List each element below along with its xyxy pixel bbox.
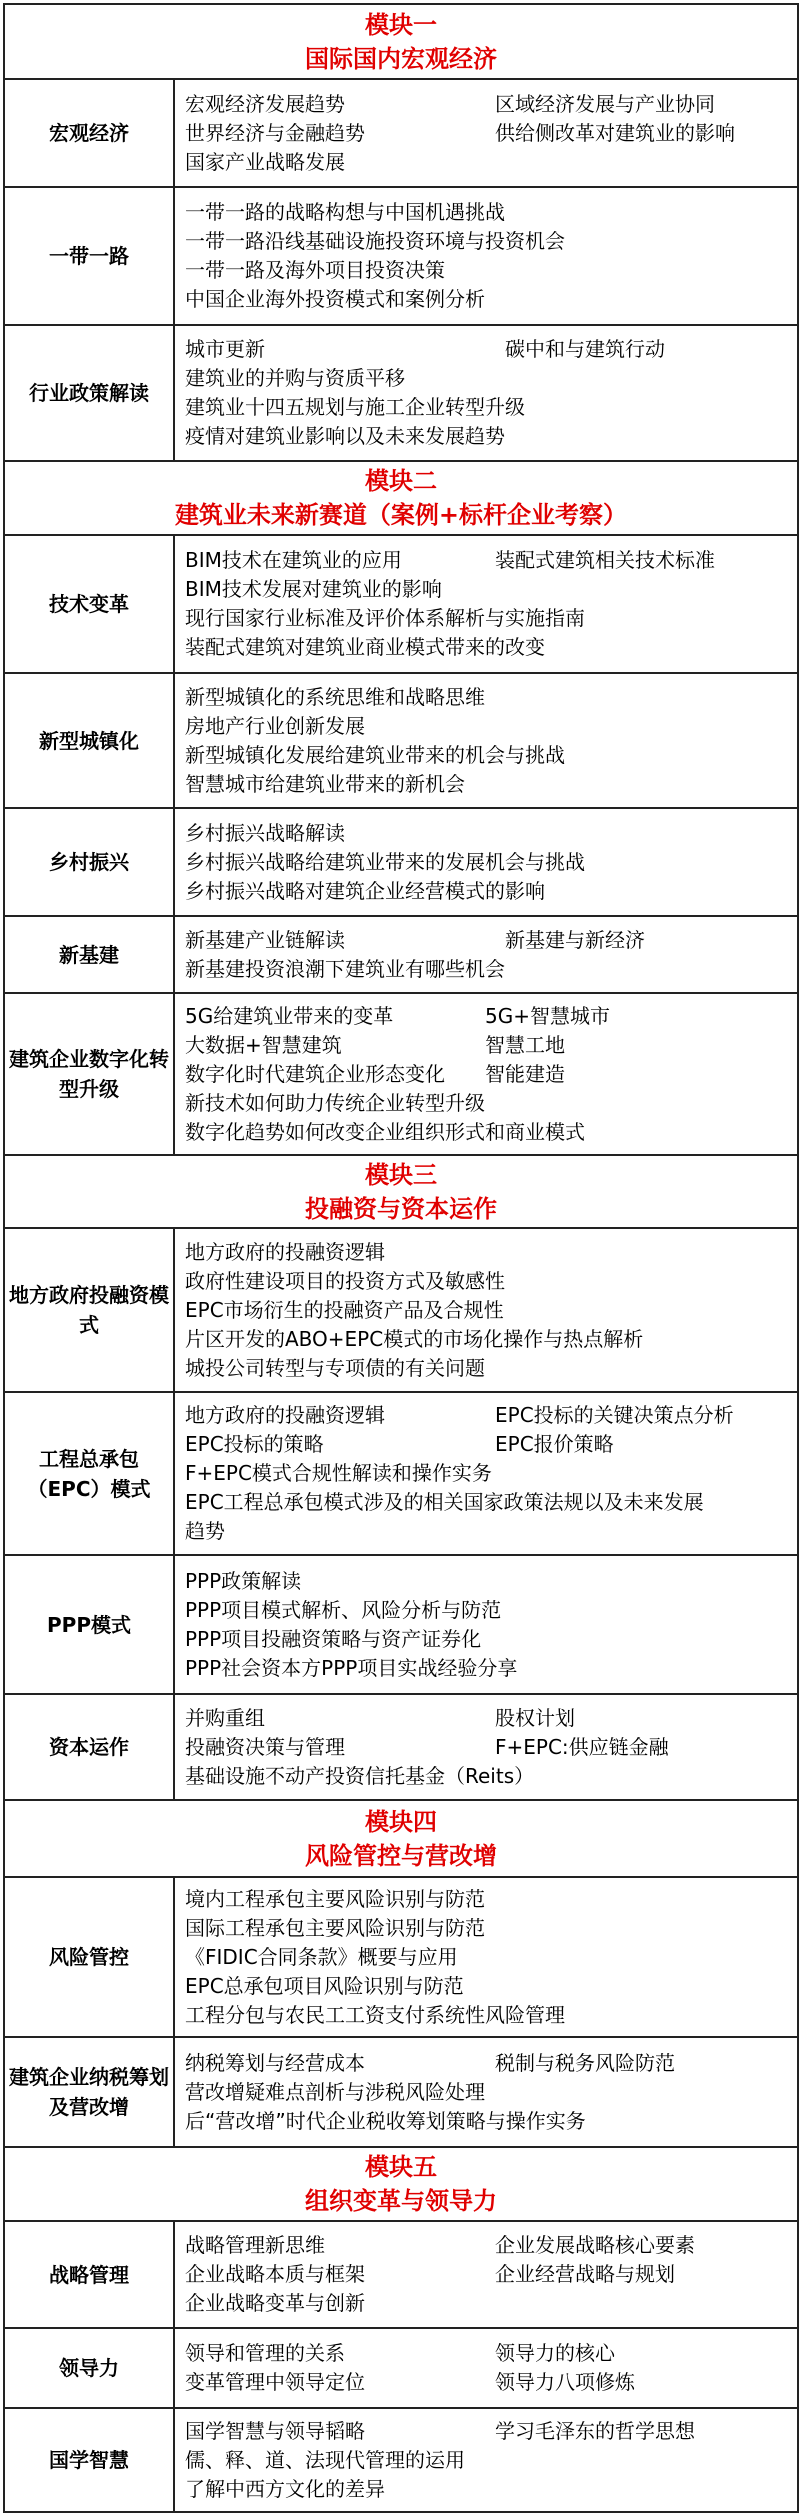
row-epc	[4, 1392, 798, 1555]
topic-item: EPC工程总承包模式涉及的相关国家政策法规以及未来发展	[185, 1490, 704, 1514]
module-title: 投融资与资本运作	[305, 1194, 497, 1223]
module-title: 建筑业未来新赛道（案例+标杆企业考察）	[174, 501, 628, 529]
topic-item: 乡村振兴战略解读	[185, 820, 345, 845]
topic-item: 股权计划	[495, 1705, 575, 1730]
row-digital	[4, 993, 798, 1155]
category-label: 新型城镇化	[4, 673, 174, 808]
module-header-5	[4, 2147, 798, 2221]
topic-item: 国家产业战略发展	[185, 149, 345, 174]
topic-item: 新型城镇化的系统思维和战略思维	[185, 684, 485, 709]
module-title-cell	[4, 1800, 798, 1877]
topic-item: 新基建产业链解读	[185, 927, 345, 952]
category-label: 建筑企业数字化转型升级	[4, 993, 174, 1155]
module-title: 风险管控与营改增	[305, 1841, 497, 1870]
category-label: 建筑企业纳税筹划及营改增	[4, 2037, 174, 2147]
topic-list	[174, 1877, 798, 2037]
row-policy	[4, 325, 798, 461]
topic-item: 大数据+智慧建筑	[185, 1032, 342, 1057]
topic-list	[174, 325, 798, 461]
topic-item: 地方政府的投融资逻辑	[185, 1239, 385, 1264]
module-title-cell	[4, 461, 798, 535]
topic-item: 基础设施不动产投资信托基金（Reits）	[185, 1763, 535, 1788]
row-leader	[4, 2328, 798, 2408]
topic-item: EPC报价策略	[495, 1432, 614, 1456]
module-title-cell	[4, 1155, 798, 1228]
topic-item: 营改增疑难点剖析与涉税风险处理	[185, 2079, 485, 2104]
category-label: PPP模式	[4, 1555, 174, 1694]
topic-item: 并购重组	[185, 1705, 265, 1730]
topic-list	[174, 2037, 798, 2147]
topic-item: 智慧城市给建筑业带来的新机会	[185, 771, 465, 796]
module-header-2	[4, 461, 798, 535]
row-tech	[4, 535, 798, 673]
row-risk	[4, 1877, 798, 2037]
topic-item: 供给侧改革对建筑业的影响	[495, 120, 735, 145]
topic-item: 5G给建筑业带来的变革	[185, 1003, 394, 1028]
category-label: 工程总承包（EPC）模式	[4, 1392, 174, 1555]
topic-item: 房地产行业创新发展	[185, 713, 365, 738]
topic-item: 学习毛泽东的哲学思想	[495, 2418, 695, 2443]
row-tax	[4, 2037, 798, 2147]
module-label: 模块五	[365, 2153, 437, 2181]
topic-item: 后“营改增”时代企业税收筹划策略与操作实务	[185, 2108, 586, 2133]
topic-item: 国学智慧与领导韬略	[185, 2418, 365, 2443]
row-rural	[4, 808, 798, 916]
topic-item: 数字化趋势如何改变企业组织形式和商业模式	[185, 1119, 585, 1144]
row-strategy	[4, 2221, 798, 2328]
topic-item: 装配式建筑对建筑业商业模式带来的改变	[185, 635, 545, 659]
topic-item: 世界经济与金融趋势	[185, 120, 365, 145]
curriculum-table	[3, 3, 799, 2513]
topic-item: 新基建投资浪潮下建筑业有哪些机会	[185, 956, 505, 981]
category-label: 战略管理	[4, 2221, 174, 2328]
topic-item: PPP项目模式解析、风险分析与防范	[185, 1597, 502, 1622]
topic-item: 企业经营战略与规划	[495, 2262, 675, 2286]
topic-item: 一带一路及海外项目投资决策	[185, 258, 445, 282]
topic-item: 国际工程承包主要风险识别与防范	[185, 1915, 485, 1940]
topic-item: 装配式建筑相关技术标准	[495, 548, 715, 572]
row-ppp	[4, 1555, 798, 1694]
topic-item: 企业战略变革与创新	[185, 2291, 365, 2315]
topic-item: 儒、释、道、法现代管理的运用	[185, 2447, 465, 2472]
topic-list	[174, 673, 798, 808]
topic-item: 宏观经济发展趋势	[185, 91, 345, 116]
row-beltroad	[4, 187, 798, 325]
topic-list	[174, 2408, 798, 2512]
topic-item: 智能建造	[485, 1061, 565, 1086]
module-label: 模块二	[365, 467, 437, 495]
topic-item: 政府性建设项目的投资方式及敏感性	[185, 1268, 505, 1293]
topic-item: 中国企业海外投资模式和案例分析	[185, 287, 485, 311]
topic-item: 一带一路的战略构想与中国机遇挑战	[185, 200, 505, 224]
topic-item: 地方政府的投融资逻辑	[185, 1403, 385, 1427]
topic-item: 企业发展战略核心要素	[495, 2233, 695, 2257]
topic-item: 趋势	[185, 1519, 225, 1543]
topic-item: 领导和管理的关系	[185, 2341, 345, 2365]
module-title-cell	[4, 2147, 798, 2221]
topic-item: EPC总承包项目风险识别与防范	[185, 1973, 464, 1998]
topic-list	[174, 808, 798, 916]
category-label: 一带一路	[4, 187, 174, 325]
topic-item: 智慧工地	[485, 1032, 565, 1057]
row-urban	[4, 673, 798, 808]
topic-item: 现行国家行业标准及评价体系解析与实施指南	[185, 606, 585, 630]
row-capital	[4, 1694, 798, 1800]
topic-list	[174, 187, 798, 325]
topic-item: 新型城镇化发展给建筑业带来的机会与挑战	[185, 742, 565, 767]
topic-item: 建筑业十四五规划与施工企业转型升级	[185, 395, 525, 419]
module-title: 国际国内宏观经济	[305, 44, 497, 73]
module-label: 模块一	[365, 10, 437, 39]
topic-item: 企业战略本质与框架	[185, 2262, 365, 2286]
topic-item: 建筑业的并购与资质平移	[185, 366, 405, 390]
topic-item: 工程分包与农民工工资支付系统性风险管理	[185, 2002, 565, 2027]
topic-list	[174, 1228, 798, 1392]
topic-list	[174, 535, 798, 673]
topic-list	[174, 993, 798, 1155]
topic-item: 区域经济发展与产业协同	[495, 91, 715, 116]
topic-list	[174, 2221, 798, 2328]
topic-item: 领导力八项修炼	[495, 2370, 635, 2394]
topic-item: PPP政策解读	[185, 1568, 302, 1593]
topic-item: 了解中西方文化的差异	[185, 2476, 385, 2501]
topic-item: PPP社会资本方PPP项目实战经验分享	[185, 1655, 518, 1680]
topic-item: 新技术如何助力传统企业转型升级	[185, 1090, 485, 1115]
topic-item: F+EPC:供应链金融	[495, 1734, 669, 1759]
topic-list	[174, 1392, 798, 1555]
topic-item: 碳中和与建筑行动	[505, 337, 665, 361]
module-label: 模块三	[365, 1160, 437, 1189]
topic-item: 纳税筹划与经营成本	[185, 2050, 365, 2075]
topic-item: EPC投标的策略	[185, 1432, 324, 1456]
topic-item: 投融资决策与管理	[185, 1734, 345, 1759]
category-label: 资本运作	[4, 1694, 174, 1800]
topic-list	[174, 79, 798, 187]
category-label: 地方政府投融资模式	[4, 1228, 174, 1392]
topic-item: BIM技术在建筑业的应用	[185, 548, 402, 572]
topic-item: F+EPC模式合规性解读和操作实务	[185, 1461, 492, 1485]
topic-item: 乡村振兴战略给建筑业带来的发展机会与挑战	[185, 849, 585, 874]
category-label: 行业政策解读	[4, 325, 174, 461]
topic-item: PPP项目投融资策略与资产证券化	[185, 1626, 482, 1651]
row-macro	[4, 79, 798, 187]
topic-item: 战略管理新思维	[185, 2233, 325, 2257]
topic-list	[174, 916, 798, 993]
row-infra	[4, 916, 798, 993]
module-title: 组织变革与领导力	[305, 2187, 497, 2215]
topic-item: 城市更新	[185, 337, 265, 361]
topic-item: 5G+智慧城市	[485, 1003, 610, 1028]
category-label: 风险管控	[4, 1877, 174, 2037]
row-guoxue	[4, 2408, 798, 2512]
topic-item: 新基建与新经济	[505, 927, 645, 952]
topic-item: 领导力的核心	[495, 2341, 615, 2365]
topic-item: 税制与税务风险防范	[495, 2050, 675, 2075]
topic-item: 城投公司转型与专项债的有关问题	[185, 1355, 485, 1380]
module-title-cell	[4, 4, 798, 79]
category-label: 领导力	[4, 2328, 174, 2408]
topic-item: 变革管理中领导定位	[185, 2370, 365, 2394]
category-label: 国学智慧	[4, 2408, 174, 2512]
topic-item: 数字化时代建筑企业形态变化	[185, 1061, 445, 1086]
topic-item: 境内工程承包主要风险识别与防范	[185, 1886, 485, 1911]
topic-list	[174, 1555, 798, 1694]
topic-list	[174, 1694, 798, 1800]
module-header-1	[4, 4, 798, 79]
topic-item: EPC市场衍生的投融资产品及合规性	[185, 1297, 504, 1322]
topic-item: 一带一路沿线基础设施投资环境与投资机会	[185, 229, 565, 253]
topic-item: 疫情对建筑业影响以及未来发展趋势	[185, 424, 505, 448]
row-localgov	[4, 1228, 798, 1392]
module-header-3	[4, 1155, 798, 1228]
topic-item: BIM技术发展对建筑业的影响	[185, 577, 442, 601]
category-label: 技术变革	[4, 535, 174, 673]
module-label: 模块四	[365, 1807, 437, 1836]
topic-item: 《FIDIC合同条款》概要与应用	[185, 1944, 458, 1969]
category-label: 乡村振兴	[4, 808, 174, 916]
module-header-4	[4, 1800, 798, 1877]
topic-item: EPC投标的关键决策点分析	[495, 1403, 734, 1427]
topic-list	[174, 2328, 798, 2408]
topic-item: 片区开发的ABO+EPC模式的市场化操作与热点解析	[185, 1326, 644, 1351]
category-label: 宏观经济	[4, 79, 174, 187]
topic-item: 乡村振兴战略对建筑企业经营模式的影响	[185, 878, 545, 903]
category-label: 新基建	[4, 916, 174, 993]
